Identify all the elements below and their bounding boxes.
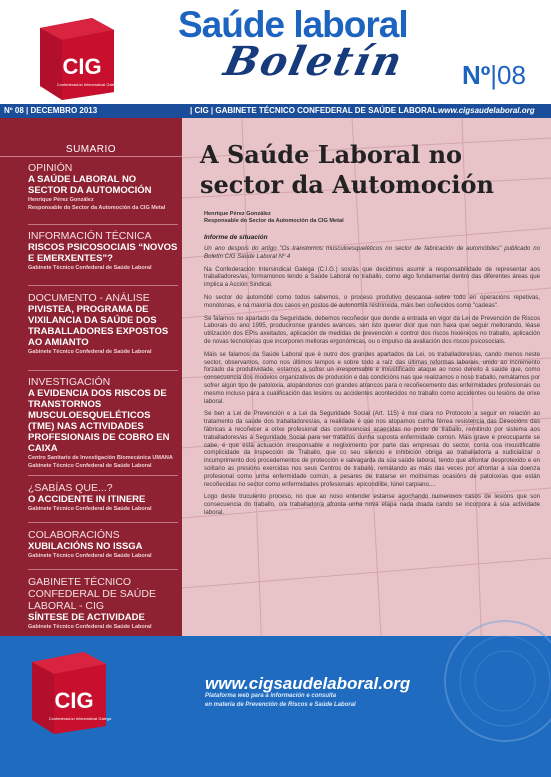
summary-item-collaborations[interactable]	[28, 529, 178, 560]
summary-title: SÍNTESE DE ACTIVIDADE	[28, 612, 145, 623]
summary-author: Centro Sanitario de Investigación Biomecánica UMANA	[28, 455, 173, 461]
cig-logo-icon	[30, 10, 122, 102]
logo-tagline: Confederación Intersindical Galega	[56, 82, 120, 87]
summary-item-did-you-know[interactable]	[28, 482, 178, 513]
logo-tagline: Confederación Intersindical Galega	[48, 716, 112, 721]
article-paragraph: Logo deste truculento proceso, no que ao noso entender estanse agochando numerosos casos de lesións que son consecuencia do traballo, o/a traballador/a afronta unha nova etapa nada doada cando se incorpora á súa actividade laboral.	[204, 493, 540, 516]
summary-category: GABINETE TÉCNICO CONFEDERAL DE SAÚDE LABORAL - CIG	[28, 576, 156, 612]
footer-banner	[0, 636, 551, 777]
issue-prefix: Nº	[462, 60, 491, 90]
issue-number	[462, 60, 526, 91]
summary-category: ¿SABÍAS QUE...?	[28, 482, 113, 494]
decorative-circle-icon	[440, 616, 551, 746]
website-link[interactable]: www.cigsaudelaboral.org	[205, 674, 411, 693]
masthead-subtitle: Boletín	[220, 38, 408, 85]
summary-title: O ACCIDENTE IN ITINERE	[28, 494, 146, 505]
summary-category: INVESTIGACIÓN	[28, 376, 111, 388]
article	[182, 118, 551, 654]
summary-category: OPINIÓN	[28, 162, 73, 174]
summary-item-opinion[interactable]	[28, 162, 178, 212]
article-section-heading: Informe de situación	[204, 234, 268, 241]
article-title: A Saúde Laboral no sector da Automoción	[200, 140, 494, 199]
header-url-link[interactable]: www.cigsaudelaboral.org	[438, 106, 535, 115]
logo-text: CIG	[62, 54, 102, 79]
summary-item-cabinet[interactable]	[28, 576, 178, 631]
summary-author: Gabinete Técnico Confederal de Saúde Laboral	[28, 506, 152, 512]
summary-title: PIVISTEA, PROGRAMA DE VIXILANCIA DA SAÚDE DOS TRABALLADORES EXPOSTOS AO AMIANTO	[28, 304, 169, 348]
article-paragraph: Máis se falamos da Saúde Laboral que é outro dos grandes apartados da Lei, os traballadores/as, cando menos neste sector, observamos, como nos últimos tempos e sobre todo a raíz das últimas reformas laborais, unido ao incremento forzado da produtividade, estamos a sofrer un irresponsable e inxustificado ataque ao noso dereito á saúde que, como consecuencia dos modelos organizativos de produción e das condicións nas que realizamos o noso traballo, remátamos por sofrer algún tipo de patoloxía, atopándonos con grandes atrancos para o recoñecemento das enfermidades profesionais ou mesmo incluso para a cualificación das lesións ou accidentes acontecidos no traballo como accidentes ou lesións de orixe laboral.	[204, 350, 540, 405]
logo-text: CIG	[54, 688, 94, 713]
issue-sep: |	[490, 60, 498, 90]
summary-category: DOCUMENTO - ANÁLISE	[28, 292, 150, 304]
summary-author-role: Gabinete Técnico Confederal de Saúde Laboral	[28, 463, 152, 469]
summary-category: INFORMACIÓN TÉCNICA	[28, 230, 152, 242]
summary-divider	[28, 370, 178, 371]
summary-heading: SUMARIO	[0, 144, 182, 157]
article-paragraph: Na Confederación Intersindical Galega (C.I.G.) sos/ás que decidimos asumir a responsabilidade de representar aos traballadores/as, formamonos tendo a Saúde Laboral no traballo, como algo fundamental dentro das diferentes áreas que implica a Acción Sindical.	[204, 265, 540, 289]
summary-author: Henrique Pérez González	[28, 197, 94, 203]
cig-logo-icon	[22, 644, 114, 736]
article-paragraph: Un ano despois do artigo "Os transtornos musculoesqueléticos no sector de fabricación de automóbiles" publicado no Boletín CIG Saúde Laboral Nº 4	[204, 245, 540, 260]
website-description: en materia de Prevención de Riscos e Saúde Laboral	[205, 702, 356, 708]
masthead-title: Saúde laboral	[178, 4, 408, 45]
summary-item-research[interactable]	[28, 376, 178, 470]
article-paragraph: Se ben a Lei de Prevención e a Lei da Seguridade Social (Art. 115) é moi clara no Protocolo a seguir en relación ao tratamento da saúde dos traballadores/as, a realidade é que nos atopamos cunha férrea resistencia das Direccións das fábricas a recoñecer a orixe profesional das continxencias acaecidas no posto de traballo, remitindo por sistema aos traballadores/as á Seguridade Social para ser tratados dunha suposta enfermidade común. Máis grave e preocupante se cabe, é que esta actuación irresponsable e negliximento por parte das empresas do sector, conta coa inxustificable complicidade da Inspección de Traballo, que co seu silencio e inhibición obriga ao traballador/a a xudicializar o incumprimento dos procedementos de protección e salvagarda da súa saúde laboral, tendo que afrontar desprotexido e en solitario as presións exercidas nos seus Centros de traballo, remátando as máis das veces por afrontar a súa doenza profesional como unha enfermidade común, a pesares de tratarse en moitísimas ocasións de patoloxías que están recoñecidas no sector como enfermidades profesionais: epicondilite, túnel carpiano,...	[204, 410, 540, 488]
summary-item-technical[interactable]	[28, 230, 178, 272]
article-body	[204, 245, 540, 522]
issue-date: Nº 08 | DECEMBRO 2013	[4, 106, 98, 115]
masthead	[0, 0, 551, 104]
summary-author-role: Responsable do Sector da Automoción da CIG Metal	[28, 205, 166, 211]
article-paragraph: Se falamos no apartado da Seguridade, debemos recoñecer que dende a entrada en vigor da Lei de Prevención de Riscos Laborais do ano 1995, producironse grandes avances, sen isto querer dicir que non haxa que seguir mellorando, léase utilización dos EPIs axeitados, aplicación de medidas de prevención e control dos riscos hixiénicos no traballo, aplicación de novas tecnoloxías que incorporen melloras ergonómicas, ou o impulso da avaliación dos riscos psicosociais.	[204, 314, 540, 345]
issue-value: 08	[497, 60, 526, 90]
summary-author: Gabinete Técnico Confederal de Saúde Laboral	[28, 349, 152, 355]
summary-category: COLABORACIÓNS	[28, 529, 120, 541]
website-description: Plataforma web para a información e consulta	[205, 693, 337, 699]
article-paragraph: No sector do automóbil como todos sabemos, o proceso produtivo descansa sobre todo en operacións repetivas, monótonas, e na maioría dos casos en postos de autonomía restrinxida, máis ben coñecidos como "cadeas".	[204, 293, 540, 309]
summary-divider	[28, 569, 178, 570]
summary-author: Gabinete Técnico Confederal de Saúde Laboral	[28, 553, 152, 559]
summary-divider	[28, 285, 178, 286]
summary-divider	[28, 475, 178, 476]
summary-divider	[28, 522, 178, 523]
summary-author: Gabinete Técnico Confederal de Saúde Laboral	[28, 265, 152, 271]
summary-divider	[28, 224, 178, 225]
article-author	[204, 211, 344, 225]
summary-title: A SAÚDE LABORAL NO SECTOR DA AUTOMOCIÓN	[28, 174, 152, 196]
summary-item-document[interactable]	[28, 292, 178, 356]
summary-author: Gabinete Técnico Confederal de Saúde Laboral	[28, 624, 152, 630]
summary-title: RISCOS PSICOSOCIAIS “NOVOS E EMERXENTES”?	[28, 242, 178, 264]
article-author-name: Henrique Pérez González	[204, 211, 271, 217]
info-bar	[0, 104, 551, 118]
summary-title: A EVIDENCIA DOS RISCOS DE TRANSTORNOS MUSCULOESQUELÉTICOS (TME) NAS ACTIVIDADES PROFESIONAIS DE COBRO EN CAIXA	[28, 388, 170, 454]
org-name: | CIG | GABINETE TÉCNICO CONFEDERAL DE SAÚDE LABORAL	[190, 106, 438, 115]
article-author-role: Responsable do Sector da Automoción da CIG Metal	[204, 218, 344, 224]
summary-title: XUBILACIÓNS NO ISSGA	[28, 541, 143, 552]
